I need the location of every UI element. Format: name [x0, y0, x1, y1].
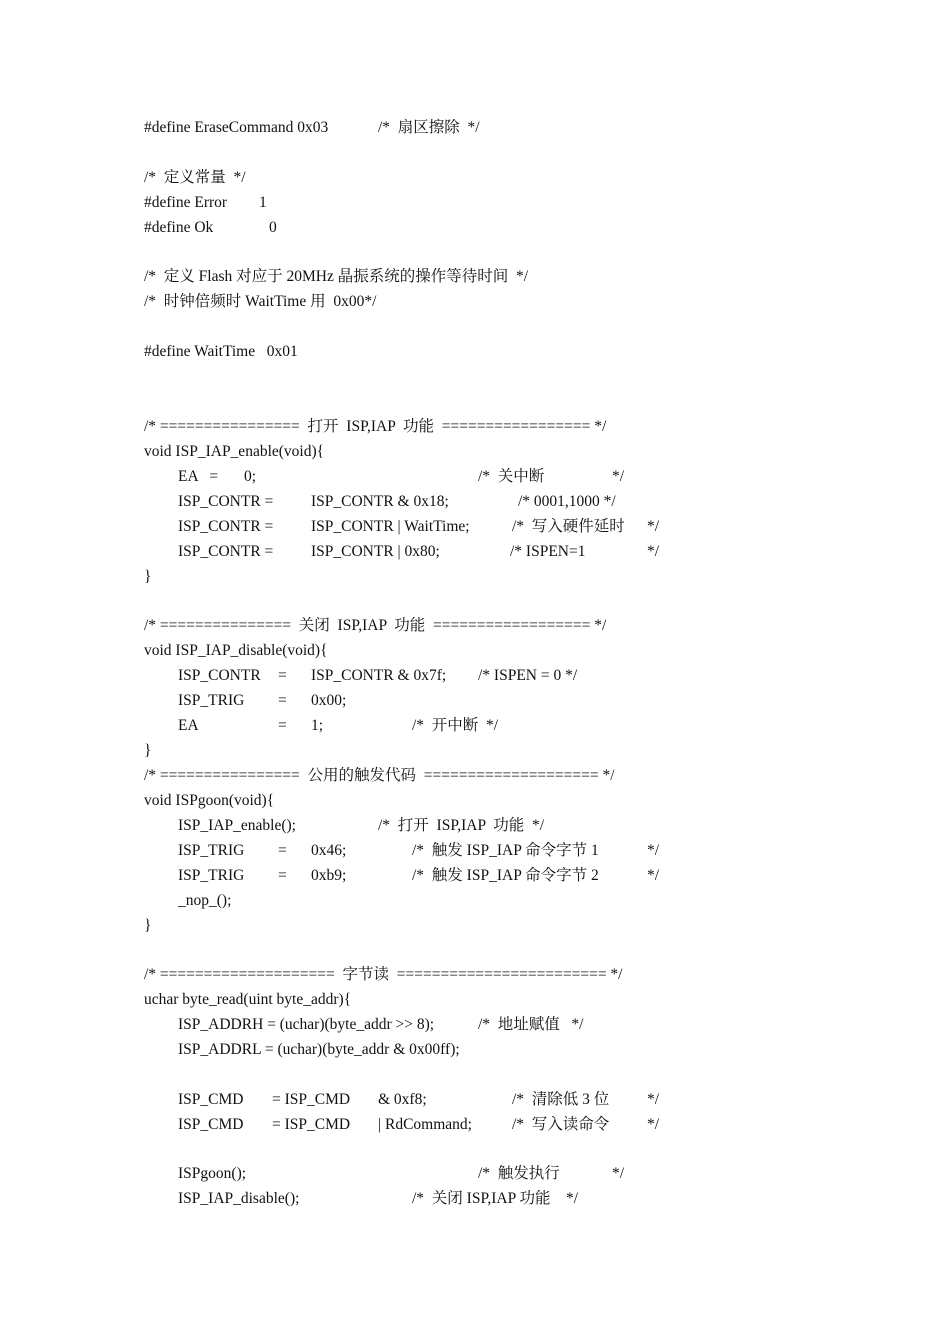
code-line-4-segment-1: #define Ok [144, 219, 214, 236]
code-line-4-segment-2: 0 [269, 219, 277, 236]
code-line-30-segment-2: /* 地址赋值 */ [478, 1016, 584, 1033]
code-line-25-segment-5: */ [647, 867, 660, 884]
code-line-19-segment-2: = [278, 717, 287, 734]
code-line-31-segment-1: ISP_ADDRL = (uchar)(byte_addr & 0x00ff); [178, 1041, 460, 1058]
code-line-34-segment-3: */ [612, 1165, 625, 1182]
code-line-13-segment-1: ISP_CONTR = [178, 543, 274, 560]
code-line-32-segment-5: */ [647, 1091, 660, 1108]
code-line-28-segment-1: /* ==================== 字节读 ======================== */ [144, 966, 623, 983]
code-line-25-segment-4: /* 触发 ISP_IAP 命令字节 2 [412, 867, 599, 884]
code-line-10-segment-2: 0; [244, 468, 257, 485]
code-line-12-segment-1: ISP_CONTR = [178, 518, 274, 535]
code-line-23-segment-2: /* 打开 ISP,IAP 功能 */ [378, 817, 545, 834]
code-line-29-segment-1: uchar byte_read(uint byte_addr){ [144, 991, 352, 1008]
code-line-34-segment-2: /* 触发执行 [478, 1165, 560, 1182]
code-line-25-segment-2: = [278, 867, 287, 884]
code-line-11-segment-3: /* 0001,1000 */ [518, 493, 616, 510]
code-line-33-segment-5: */ [647, 1116, 660, 1133]
code-line-13-segment-2: ISP_CONTR | 0x80; [311, 543, 440, 560]
code-line-12-segment-4: */ [647, 518, 660, 535]
code-line-5-segment-1: /* 定义 Flash 对应于 20MHz 晶振系统的操作等待时间 */ [144, 268, 529, 285]
code-line-13-segment-4: */ [647, 543, 660, 560]
code-line-10-segment-3: /* 关中断 [478, 468, 545, 485]
code-line-11-segment-2: ISP_CONTR & 0x18; [311, 493, 449, 510]
code-line-32-segment-3: & 0xf8; [378, 1091, 427, 1108]
code-line-21-segment-1: /* ================ 公用的触发代码 ==================== */ [144, 767, 615, 784]
code-line-19-segment-4: /* 开中断 */ [412, 717, 499, 734]
code-line-14-segment-1: } [144, 568, 152, 585]
code-line-3-segment-2: 1 [259, 194, 267, 211]
code-line-10-segment-4: */ [612, 468, 625, 485]
code-line-23-segment-1: ISP_IAP_enable(); [178, 817, 296, 834]
code-line-35-segment-1: ISP_IAP_disable(); [178, 1190, 300, 1207]
code-line-25-segment-3: 0xb9; [311, 867, 347, 884]
code-line-35-segment-2: /* 关闭 ISP,IAP 功能 */ [412, 1190, 579, 1207]
code-line-17-segment-3: ISP_CONTR & 0x7f; [311, 667, 447, 684]
code-line-20-segment-1: } [144, 742, 152, 759]
code-line-24-segment-4: /* 触发 ISP_IAP 命令字节 1 [412, 842, 599, 859]
code-line-33-segment-4: /* 写入读命令 [512, 1116, 610, 1133]
code-line-1-segment-2: /* 扇区擦除 */ [378, 119, 480, 136]
code-line-27-segment-1: } [144, 917, 152, 934]
code-line-17-segment-2: = [278, 667, 287, 684]
code-line-30-segment-1: ISP_ADDRH = (uchar)(byte_addr >> 8); [178, 1016, 435, 1033]
code-line-25-segment-1: ISP_TRIG [178, 867, 245, 884]
code-line-15-segment-1: /* =============== 关闭 ISP,IAP 功能 ================== */ [144, 617, 607, 634]
code-line-18-segment-1: ISP_TRIG [178, 692, 245, 709]
code-line-32-segment-1: ISP_CMD [178, 1091, 244, 1108]
code-line-34-segment-1: ISPgoon(); [178, 1165, 247, 1182]
code-line-24-segment-3: 0x46; [311, 842, 347, 859]
code-line-13-segment-3: /* ISPEN=1 [510, 543, 586, 560]
code-line-8-segment-1: /* ================ 打开 ISP,IAP 功能 ================= */ [144, 418, 607, 435]
code-line-9-segment-1: void ISP_IAP_enable(void){ [144, 443, 325, 460]
code-line-26-segment-1: _nop_(); [178, 892, 232, 909]
code-line-11-segment-1: ISP_CONTR = [178, 493, 274, 510]
code-line-16-segment-1: void ISP_IAP_disable(void){ [144, 642, 328, 659]
code-line-7-segment-1: #define WaitTime 0x01 [144, 343, 298, 360]
code-line-33-segment-3: | RdCommand; [378, 1116, 472, 1133]
code-line-18-segment-3: 0x00; [311, 692, 347, 709]
code-line-33-segment-2: = ISP_CMD [272, 1116, 351, 1133]
code-line-24-segment-5: */ [647, 842, 660, 859]
code-line-32-segment-4: /* 清除低 3 位 [512, 1091, 610, 1108]
code-line-33-segment-1: ISP_CMD [178, 1116, 244, 1133]
code-line-2-segment-1: /* 定义常量 */ [144, 169, 246, 186]
code-line-6-segment-1: /* 时钟倍频时 WaitTime 用 0x00*/ [144, 293, 377, 310]
code-line-12-segment-2: ISP_CONTR | WaitTime; [311, 518, 470, 535]
code-line-19-segment-3: 1; [311, 717, 324, 734]
code-line-18-segment-2: = [278, 692, 287, 709]
code-line-24-segment-1: ISP_TRIG [178, 842, 245, 859]
code-line-1-segment-1: #define EraseCommand 0x03 [144, 119, 329, 136]
code-line-24-segment-2: = [278, 842, 287, 859]
code-line-10-segment-1: EA = [178, 468, 219, 485]
code-line-17-segment-1: ISP_CONTR [178, 667, 261, 684]
code-line-3-segment-1: #define Error [144, 194, 228, 211]
code-line-32-segment-2: = ISP_CMD [272, 1091, 351, 1108]
code-line-12-segment-3: /* 写入硬件延时 [512, 518, 625, 535]
code-line-22-segment-1: void ISPgoon(void){ [144, 792, 275, 809]
code-line-17-segment-4: /* ISPEN = 0 */ [478, 667, 578, 684]
code-line-19-segment-1: EA [178, 717, 199, 734]
